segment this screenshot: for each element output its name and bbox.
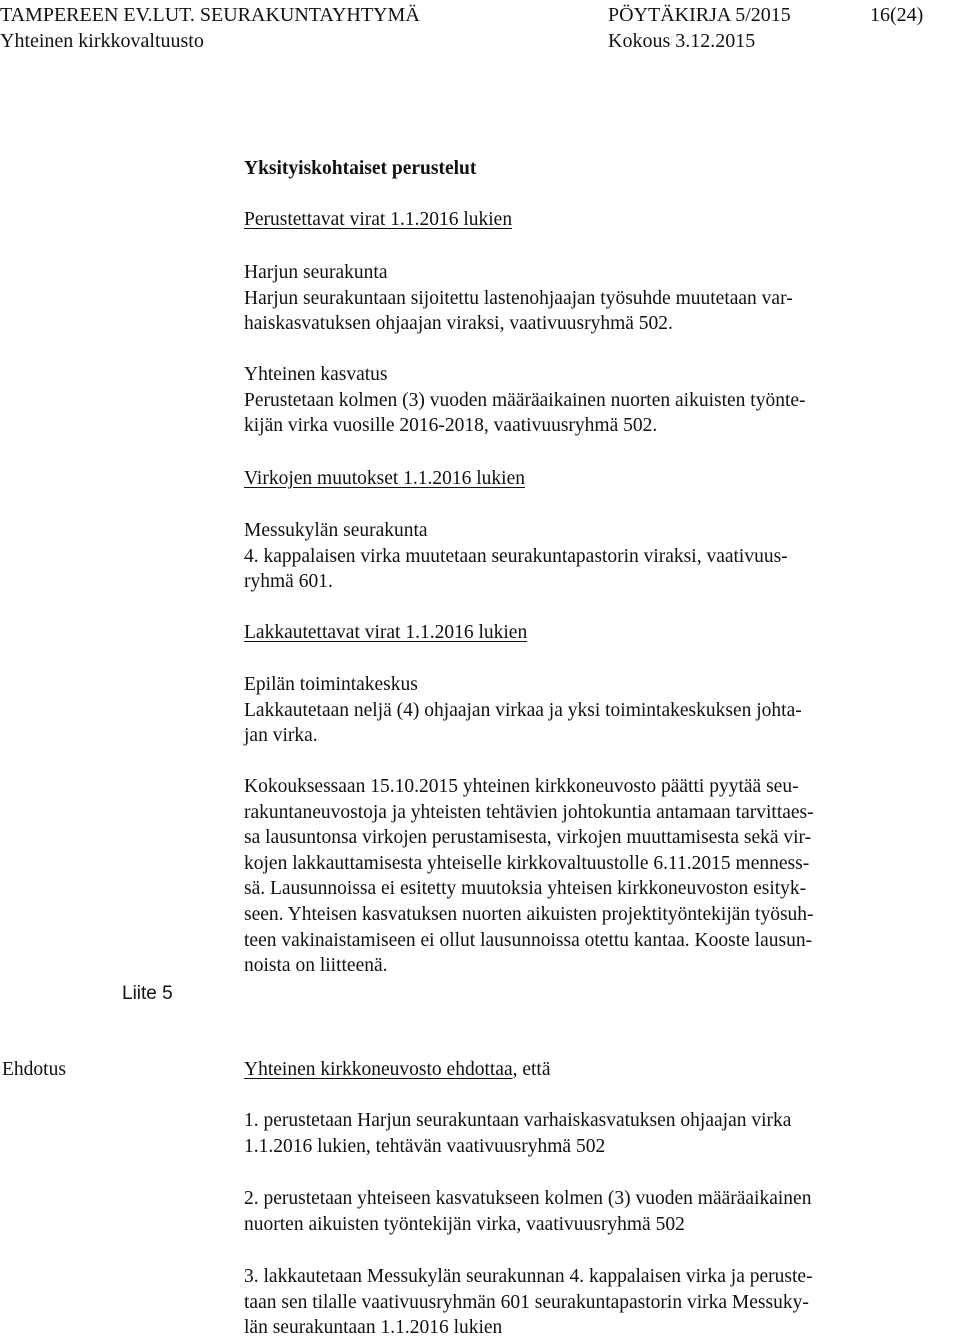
common-education-line: kijän virka vuosille 2016-2018, vaativuusryhmä 502. <box>244 415 658 437</box>
proposal-item-line: 2. perustetaan yhteiseen kasvatukseen kolmen (3) vuoden määräaikainen <box>244 1188 812 1209</box>
messukyla-line: 4. kappalaisen virka muutetaan seurakuntapastorin viraksi, vaativuus- <box>244 545 788 567</box>
paragraph-line: teen vakinaistamiseen ei ollut lausunnoissa otettu kantaa. Kooste lausun- <box>244 929 813 951</box>
proposal-item-2 <box>244 1186 904 1237</box>
page-number: 16(24) <box>870 4 924 26</box>
meeting-paragraph <box>244 774 904 979</box>
harju-line: Harjun seurakuntaan sijoitettu lastenohjaajan työsuhde muutetaan var- <box>244 287 793 309</box>
section-title: Yksityiskohtaiset perustelut <box>244 158 477 179</box>
messukyla-section <box>244 518 904 595</box>
meeting-date: Kokous 3.12.2015 <box>608 30 756 52</box>
harju-name: Harjun seurakunta <box>244 262 388 283</box>
proposal-intro-underlined: Yhteinen kirkkoneuvosto ehdottaa <box>244 1059 513 1080</box>
established-posts-heading: Perustettavat virat 1.1.2016 lukien <box>244 209 513 230</box>
proposal-item-line: län seurakuntaan 1.1.2016 lukien <box>244 1317 503 1339</box>
proposal-item-line: 3. lakkautetaan Messukylän seurakunnan 4. kappalaisen virka ja peruste- <box>244 1266 813 1287</box>
paragraph-line: seen. Yhteisen kasvatuksen nuorten aikuisten projektityöntekijän työsuh- <box>244 903 814 925</box>
paragraph-line: sa lausuntonsa virkojen perustamisesta, virkojen muuttamisesta sekä vir- <box>244 827 812 849</box>
proposal-item-3 <box>244 1264 904 1341</box>
decision-body: Yhteinen kirkkovaltuusto <box>0 30 204 52</box>
organization-name: TAMPEREEN EV.LUT. SEURAKUNTAYHTYMÄ <box>0 4 420 26</box>
proposal-label: Ehdotus <box>2 1059 66 1080</box>
proposal-item-line: 1. perustetaan Harjun seurakuntaan varhaiskasvatuksen ohjaajan virka <box>244 1110 792 1131</box>
abolished-posts-heading: Lakkautettavat virat 1.1.2016 lukien <box>244 622 528 643</box>
paragraph-line: sä. Lausunnoissa ei esitetty muutoksia yhteisen kirkkoneuvoston esityk- <box>244 878 807 900</box>
paragraph-line: noista on liitteenä. <box>244 955 388 977</box>
epila-section <box>244 672 904 749</box>
epila-line: Lakkautetaan neljä (4) ohjaajan virkaa ja yksi toimintakeskuksen johta- <box>244 699 802 721</box>
proposal-item-line: nuorten aikuisten työntekijän virka, vaativuusryhmä 502 <box>244 1213 685 1235</box>
proposal-intro <box>244 1057 551 1083</box>
proposal-item-line: taan sen tilalle vaativuusryhmän 601 seurakuntapastorin virka Messuky- <box>244 1291 809 1313</box>
proposal-item-line: 1.1.2016 lukien, tehtävän vaativuusryhmä 502 <box>244 1135 606 1157</box>
document-type: PÖYTÄKIRJA 5/2015 <box>608 4 791 26</box>
messukyla-line: ryhmä 601. <box>244 571 333 593</box>
messukyla-name: Messukylän seurakunta <box>244 520 428 541</box>
epila-line: jan virka. <box>244 725 318 747</box>
epila-name: Epilän toimintakeskus <box>244 674 418 695</box>
common-education-section <box>244 362 904 439</box>
harju-section <box>244 260 904 337</box>
common-education-name: Yhteinen kasvatus <box>244 364 388 385</box>
proposal-item-1 <box>244 1108 904 1159</box>
harju-line: haiskasvatuksen ohjaajan viraksi, vaativuusryhmä 502. <box>244 313 673 335</box>
paragraph-line: kojen lakkauttamisesta yhteiselle kirkkovaltuustolle 6.11.2015 menness- <box>244 852 810 874</box>
attachment-label: Liite 5 <box>122 983 173 1004</box>
paragraph-line: Kokouksessaan 15.10.2015 yhteinen kirkkoneuvosto päätti pyytää seu- <box>244 776 799 797</box>
post-changes-heading: Virkojen muutokset 1.1.2016 lukien <box>244 468 526 489</box>
proposal-intro-rest: , että <box>512 1059 551 1080</box>
paragraph-line: rakuntaneuvostoja ja yhteisten tehtävien johtokuntia antamaan tarvittaes- <box>244 801 814 823</box>
common-education-line: Perustetaan kolmen (3) vuoden määräaikainen nuorten aikuisten työnte- <box>244 389 806 411</box>
